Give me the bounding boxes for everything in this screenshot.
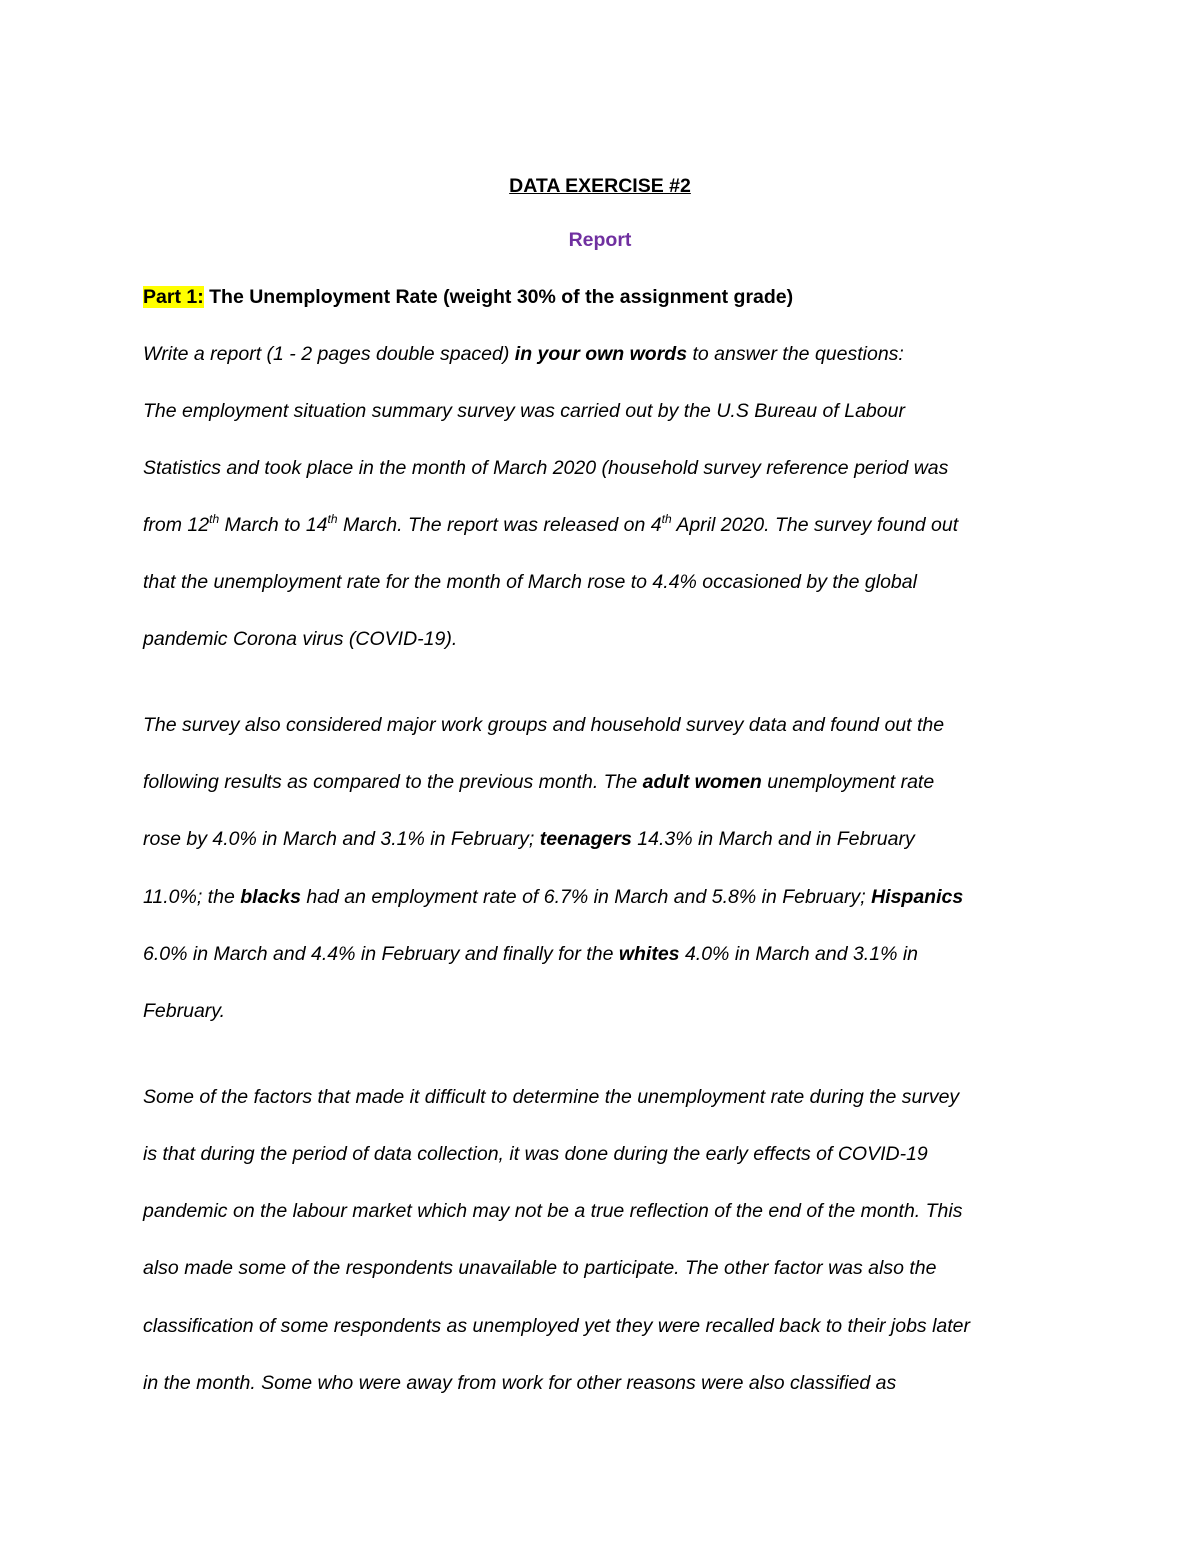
text-span: unemployment rate [761,771,935,793]
superscript: th [327,512,338,526]
document-subtitle: Report [568,229,632,251]
bold-term: Hispanics [871,886,964,908]
text-span: March to 14 [219,514,328,536]
superscript: th [661,512,672,526]
text-span: April 2020. The survey found out [671,514,959,536]
text-span: following results as compared to the previous month. The [143,771,643,793]
instruction-line [143,342,904,366]
paragraph-2-line-3 [143,827,915,851]
paragraph-3-line-2: is that during the period of data collection, it was done during the early effects of COVID-19 [143,1143,928,1165]
paragraph-2-line-4 [143,885,963,909]
part-heading [143,285,793,309]
paragraph-1-line-4: that the unemployment rate for the month of March rose to 4.4% occasioned by the global [143,571,917,593]
instruction-text-end: to answer the questions: [687,343,904,365]
paragraph-1-line-1: The employment situation summary survey was carried out by the U.S Bureau of Labour [143,400,905,422]
paragraph-2-line-1: The survey also considered major work groups and household survey data and found out the [143,714,945,736]
paragraph-2-line-2 [143,770,934,794]
text-span: 11.0%; the [143,886,241,908]
document-title: DATA EXERCISE #2 [509,175,691,197]
text-span: from 12 [143,514,210,536]
paragraph-2-line-6: February. [143,1000,225,1022]
paragraph-3-line-3: pandemic on the labour market which may not be a true reflection of the end of the month. This [143,1200,963,1222]
paragraph-1-line-2: Statistics and took place in the month of March 2020 (household survey reference period was [143,457,949,479]
text-span: 6.0% in March and 4.4% in February and finally for the [143,943,619,965]
text-span: 14.3% in March and in February [631,828,915,850]
paragraph-3-line-5: classification of some respondents as unemployed yet they were recalled back to their jobs later [143,1315,971,1337]
instruction-emphasis: in your own words [514,343,688,365]
bold-term: whites [618,943,680,965]
paragraph-3-line-1: Some of the factors that made it difficult to determine the unemployment rate during the survey [143,1086,960,1108]
bold-term: teenagers [539,828,632,850]
paragraph-1-line-5: pandemic Corona virus (COVID-19). [143,628,458,650]
text-span: March. The report was released on 4 [337,514,662,536]
superscript: th [209,512,220,526]
paragraph-1-line-3 [143,513,958,537]
paragraph-3-line-4: also made some of the respondents unavailable to participate. The other factor was also the [143,1257,937,1279]
bold-term: blacks [240,886,301,908]
text-span: had an employment rate of 6.7% in March and 5.8% in February; [300,886,872,908]
paragraph-3-line-6: in the month. Some who were away from work for other reasons were also classified as [143,1372,897,1394]
part-label: Part 1: [143,286,204,308]
instruction-text: Write a report (1 - 2 pages double spaced) [143,343,515,365]
paragraph-2-line-5 [143,942,918,966]
part-title: The Unemployment Rate (weight 30% of the assignment grade) [203,286,794,308]
text-span: rose by 4.0% in March and 3.1% in February; [143,828,540,850]
bold-term: adult women [642,771,762,793]
text-span: 4.0% in March and 3.1% in [679,943,918,965]
